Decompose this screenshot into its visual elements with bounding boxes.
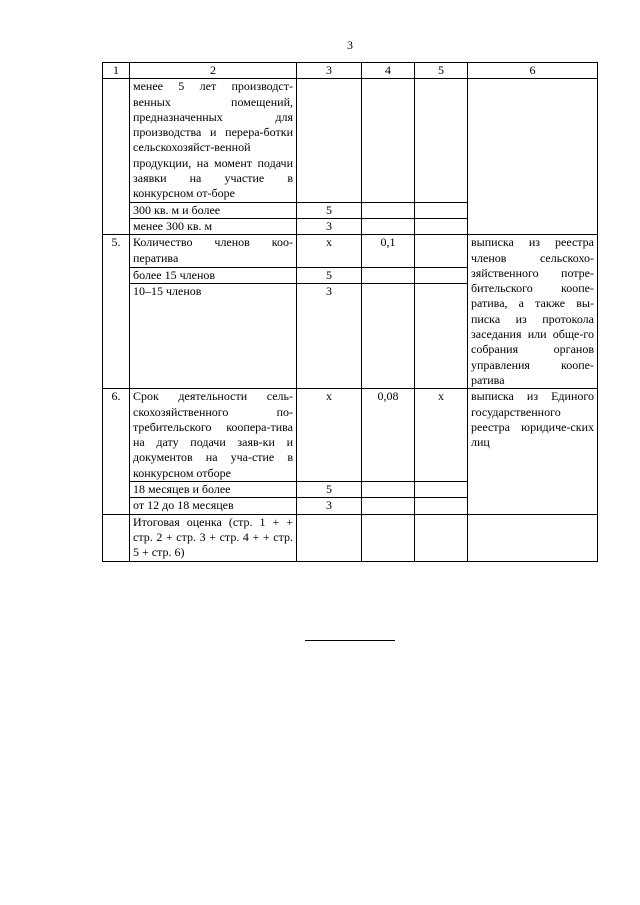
header-cell-1: 1	[103, 63, 130, 79]
score-cell: х	[297, 389, 362, 482]
page-number: 3	[347, 38, 353, 52]
weight-cell	[362, 218, 415, 234]
score-cell: х	[297, 235, 362, 267]
col5-cell	[415, 267, 468, 284]
source-cell	[468, 514, 598, 561]
source-document: выписка из реестра членов сельскохо-зяйственного потре-бительского коопе-ратива, а также вы-писка из протокола заседания или обще-го собрания органов управления коопе-ратива	[468, 235, 598, 389]
row-number: 5.	[103, 235, 130, 389]
option-label: более 15 членов	[130, 267, 297, 284]
weight-cell	[362, 482, 415, 498]
score-cell	[297, 79, 362, 202]
header-cell-4: 4	[362, 63, 415, 79]
table-row	[103, 79, 598, 202]
option-score: 5	[297, 267, 362, 284]
option-label: от 12 до 18 месяцев	[130, 498, 297, 514]
option-score: 5	[297, 202, 362, 218]
option-score: 3	[297, 218, 362, 234]
col5-cell	[415, 202, 468, 218]
option-label: 10–15 членов	[130, 284, 297, 389]
weight-cell: 0,1	[362, 235, 415, 267]
col5-cell	[415, 79, 468, 202]
col5-cell	[415, 514, 468, 561]
criteria-table	[102, 62, 598, 562]
score-cell	[297, 514, 362, 561]
header-cell-6: 6	[468, 63, 598, 79]
table-row	[103, 389, 598, 482]
end-rule	[305, 640, 395, 641]
header-cell-2: 2	[130, 63, 297, 79]
total-row	[103, 514, 598, 561]
col5-cell: х	[415, 389, 468, 482]
table-row	[103, 235, 598, 267]
weight-cell	[362, 498, 415, 514]
option-label: менее 300 кв. м	[130, 218, 297, 234]
criterion-description: Количество членов коо-ператива	[130, 235, 297, 267]
criterion-description: Срок деятельности сель-скохозяйственного по-требительского коопера-тива на дату подачи заяв-ки и документов на уча-стие в конкурсном отборе	[130, 389, 297, 482]
header-cell-5: 5	[415, 63, 468, 79]
col5-cell	[415, 218, 468, 234]
weight-cell	[362, 202, 415, 218]
header-cell-3: 3	[297, 63, 362, 79]
total-description: Итоговая оценка (стр. 1 + + стр. 2 + стр. 3 + стр. 4 + + стр. 5 + стр. 6)	[130, 514, 297, 561]
option-score: 5	[297, 482, 362, 498]
option-score: 3	[297, 284, 362, 389]
num-cell	[103, 514, 130, 561]
header-row	[103, 63, 598, 79]
source-cell	[468, 79, 598, 235]
option-label: 300 кв. м и более	[130, 202, 297, 218]
num-cell	[103, 79, 130, 235]
weight-cell	[362, 514, 415, 561]
weight-cell	[362, 284, 415, 389]
weight-cell	[362, 267, 415, 284]
col5-cell	[415, 235, 468, 267]
row-number: 6.	[103, 389, 130, 514]
criterion-description: менее 5 лет производст-венных помещений, предназначенных для производства и перера-ботки сельскохозяйст-венной продукции, на момент подачи заявки на участие в конкурсном от-боре	[130, 79, 297, 202]
weight-cell	[362, 79, 415, 202]
col5-cell	[415, 284, 468, 389]
source-document: выписка из Единого государственного реестра юридиче-ских лиц	[468, 389, 598, 514]
weight-cell: 0,08	[362, 389, 415, 482]
option-label: 18 месяцев и более	[130, 482, 297, 498]
col5-cell	[415, 498, 468, 514]
col5-cell	[415, 482, 468, 498]
option-score: 3	[297, 498, 362, 514]
